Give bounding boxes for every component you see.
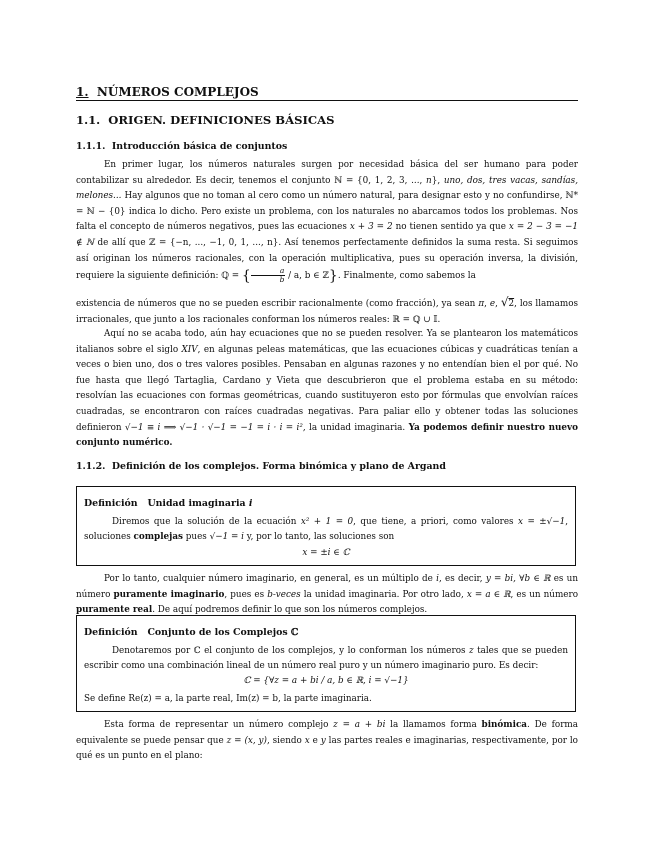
- definition-1-result: x = ±i ∈ ℂ: [302, 548, 350, 558]
- definition-2-heading: Definición Conjunto de los Complejos ℂ: [84, 627, 299, 638]
- definition-1-heading: Definición Unidad imaginaria i: [84, 498, 253, 509]
- paragraph-1: En primer lugar, los números naturales surgen por necesidad básica del ser humano para poder contabilizar su alrededor. Es decir, tenemos el conjunto ℕ = {0, 1, 2, 3, ..., n}, uno, dos, tres vacas, sandías, melones... Hay algunos que no toman al cero como un número natural, para designar esto y no confundirse, ℕ* = ℕ − {0} indica lo dicho. Pero existe un problema, con los naturales no abarcamos todos los problemas. Nos falta el concepto de números negativos, pues las ecuaciones x + 3 = 2 no tienen sentido ya que x = 2 − 3 = −1 ∉ ℕ de allí que ℤ = {−n, ..., −1, 0, 1, ..., n}. Así tenemos perfectamente definidos la suma resta. Si seguimos así originan los números racionales, con la operación multiplicativa, pues su operación inversa, la división, requiere la siguiente definición: ℚ = { $\frac{a}{b}$ / a, b ∈ ℤ}. Finalmente, como sabemos la: [76, 160, 578, 285]
- definition-2-note: Se define Re(z) = a, la parte real, Im(z) = b, la parte imaginaria.: [84, 694, 372, 704]
- subsection-1-title: Introducción básica de conjuntos: [111, 141, 288, 152]
- subsection-1-number: 1.1.1.: [76, 141, 106, 152]
- subsection-2-number: 1.1.2.: [76, 461, 106, 472]
- paragraph-4: Por lo tanto, cualquier número imaginario, en general, es un múltiplo de i, es decir, y = bi, ∀b ∈ ℝ es un número puramente imaginario, pues es b-veces la unidad imaginaria. Por otro lado, x = a ∈ ℝ, es un número puramente real. De aquí podremos definir lo que son los números complejos.: [76, 574, 578, 616]
- paragraph-3: Aquí no se acaba todo, aún hay ecuaciones que no se pueden resolver. Ya se plantearon los matemáticos italianos sobre el siglo XIV, en algunas peleas matemáticas, que las ecuaciones cúbicas y cuadráticas tenían a veces o bien uno, dos o tres valores posibles. Pensaban en algunas razones y no entendían bien el por qué. No fue hasta que llegó Tartaglia, Cardano y Vieta que descubrieron que el problema estaba en su método: resolvían las ecuaciones con formas geométricas, cuando sustituyeron esto por fórmulas que envolvían raíces cuadradas, se encontraron con raíces cuadradas negativas. Para paliar ello y obtener todas las soluciones definieron √−1 ≡ i ⟹ √−1 · √−1 = −1 = i · i = i², la unidad imaginaria. Ya podemos definir nuestro nuevo conjunto numérico.: [76, 329, 578, 449]
- definition-1-body: Diremos que la solución de la ecuación x² + 1 = 0, que tiene, a priori, como valores x = ±√−1, soluciones complejas pues √−1 = i y, por lo tanto, las soluciones son: [84, 517, 569, 543]
- subsection-heading-1: [76, 141, 287, 152]
- section-heading: [76, 113, 334, 127]
- section-number: 1.1.: [76, 113, 101, 127]
- definition-box-imaginary-unit: [76, 486, 576, 566]
- subsection-heading-2: [76, 461, 446, 472]
- paragraph-2: existencia de números que no se pueden escribir racionalmente (como fracción), ya sean π, e, √2, los llamamos irracionales, que junto a los racionales conforman los números reales: ℝ = ℚ ∪ 𝕀.: [76, 295, 579, 325]
- chapter-title: NÚMEROS COMPLEJOS: [96, 85, 259, 99]
- definition-2-body: Denotaremos por ℂ el conjunto de los complejos, y lo conforman los números z tales que se pueden escribir como una combinación lineal de un número real puro y un número imaginario puro. Es decir:: [84, 646, 568, 672]
- definition-2-formula: ℂ = {∀z = a + bi / a, b ∈ ℝ, i = √−1}: [243, 676, 409, 686]
- paragraph-5: Esta forma de representar un número complejo z = a + bi la llamamos forma binómica. De forma equivalente se puede pensar que z = (x, y), siendo x e y las partes reales e imaginarias, respectivamente, por lo qué es un punto en el plano:: [76, 720, 578, 762]
- subsection-2-title: Definición de los complejos. Forma binómica y plano de Argand: [111, 461, 446, 472]
- chapter-number: 1.: [76, 85, 89, 99]
- chapter-heading: [76, 84, 578, 101]
- section-title: ORIGEN. DEFINICIONES BÁSICAS: [108, 113, 335, 127]
- definition-box-complex-set: [76, 615, 576, 712]
- fraction-a-over-b: $\frac{a}{b}$: [251, 267, 285, 284]
